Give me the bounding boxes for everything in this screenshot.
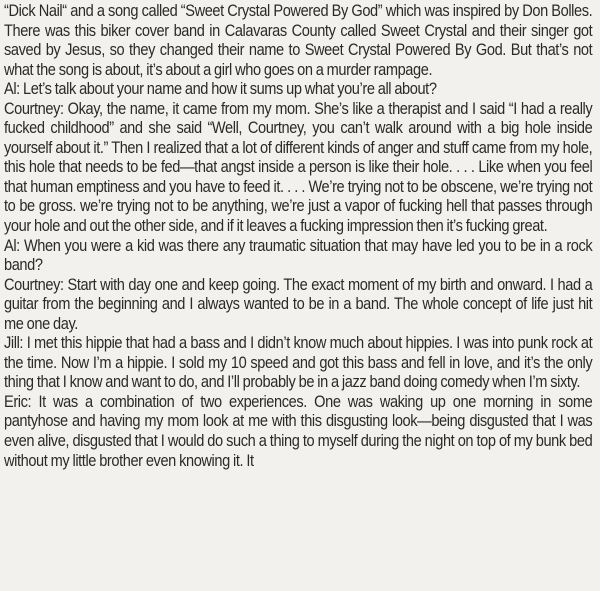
paragraph-intro: “Dick Nail“ and a song called “Sweet Crystal Powered By God” which was inspired by Don Bolles. There was this biker cover band in Calavaras County called Sweet Crystal and their singer got saved by Jesus, so they changed their name to Sweet Crystal Powered By God. But that’s not what the song is about, it’s about a girl who goes on a murder rampage. bbox=[4, 2, 593, 79]
paragraph-al-question-childhood: Al: When you were a kid was there any traumatic situation that may have led you to be in a rock band? bbox=[4, 236, 593, 275]
paragraph-courtney-answer-childhood: Courtney: Start with day one and keep going. The exact moment of my birth and onward. I had a guitar from the beginning and I always wanted to be in a band. The whole concept of life just hit me one day. bbox=[4, 275, 593, 333]
paragraph-eric-answer: Eric: It was a combination of two experiences. One was waking up one morning in some pantyhose and having my mom look at me with this disgusting look—being disgusted that I was even alive, disgusted that I would do such a thing to myself during the night on top of my bunk bed without my little brother even knowing it. It bbox=[4, 392, 593, 470]
paragraph-courtney-answer-name: Courtney: Okay, the name, it came from my mom. She’s like a therapist and I said “I had a really fucked childhood” and she said “Well, Courtney, you can’t walk around with a big hole inside yourself about it.” Then I realized that a lot of different kinds of anger and stuff came from my hole, this hole that needs to be fed—that angst inside a person is like their hole. . . . Like when you feel that human emptiness and you have to feed it. . . . We’re trying not to be obscene, we’re trying not to be gross. we’re trying not to be anything, we’re just a vapor of fucking hell that passes through your hole and out the other side, and if it leaves a fucking impression then it’s fucking great. bbox=[4, 99, 593, 236]
paragraph-jill-answer: Jill: I met this hippie that had a bass and I didn’t know much about hippies. I was into punk rock at the time. Now I’m a hippie. I sold my 10 speed and got this bass and fell in love, and it’s the only thing that I know and want to do, and I’ll probably be in a jazz band doing comedy when I’m sixty. bbox=[4, 334, 593, 392]
interview-text bbox=[4, 2, 592, 471]
paragraph-al-question-name: Al: Let’s talk about your name and how it sums up what you’re all about? bbox=[4, 80, 437, 99]
